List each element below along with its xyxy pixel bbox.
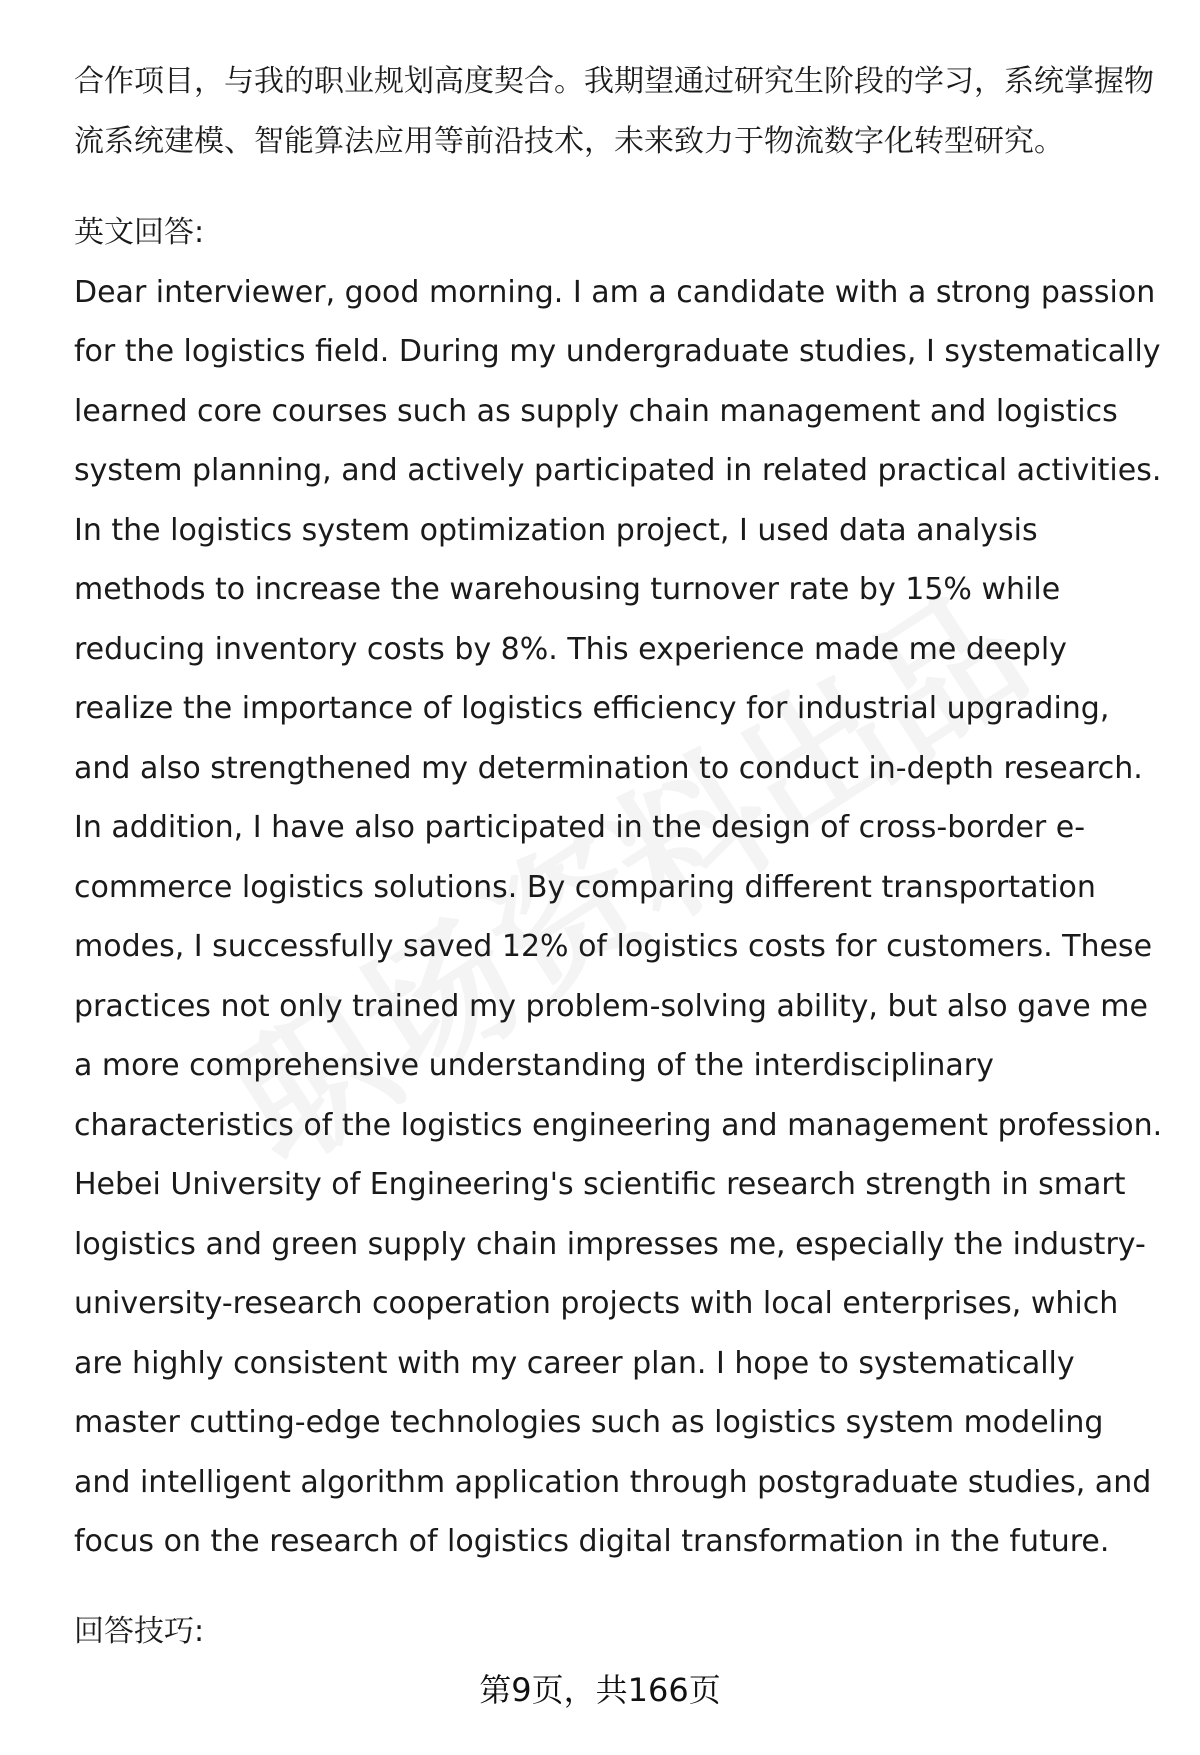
page-indicator: 第9页，共166页 [479,1671,721,1709]
english-answer-label: 英文回答: [74,215,205,250]
document-body [74,52,1164,1661]
tips-label: 回答技巧: [74,1613,205,1649]
chinese-paragraph-end: 合作项目，与我的职业规划高度契合。我期望通过研究生阶段的学习，系统掌握物流系统建模、智能算法应用等前沿技术，未来致力于物流数字化转型研究。 [74,64,1154,159]
english-answer-text: Dear interviewer, good morning. I am a candidate with a strong passion for the logistics field. During my undergraduate studies, I systematically learned core courses such as supply chain management and logistics system planning, and actively participated in related practical activities. In the logistics system optimization project, I used data analysis methods to increase the warehousing turnover rate by 15% while reducing inventory costs by 8%. This experience made me deeply realize the importance of logistics efficiency for industrial upgrading, and also strengthened my determination to conduct in-depth research. In addition, I have also participated in the design of cross-border e-commerce logistics solutions. By comparing different transportation modes, I successfully saved 12% of logistics costs for customers. These practices not only trained my problem-solving ability, but also gave me a more comprehensive understanding of the interdisciplinary characteristics of the logistics engineering and management profession. Hebei University of Engineering's scientific research strength in smart logistics and green supply chain impresses me, especially the industry-university-research cooperation projects with local enterprises, which are highly consistent with my career plan. I hope to systematically master cutting-edge technologies such as logistics system modeling and intelligent algorithm application through postgraduate studies, and focus on the research of logistics digital transformation in the future. [74,274,1163,1559]
